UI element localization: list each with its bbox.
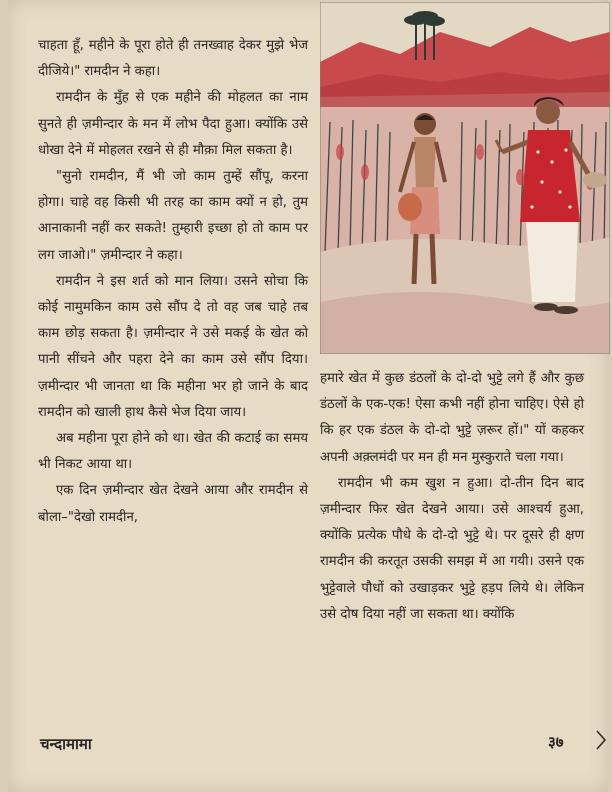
story-illustration bbox=[320, 2, 610, 354]
paragraph: हमारे खेत में कुछ डंठलों के दो-दो भुट्टे लगे हैं और कुछ डंठलों के एक-एक! ऐसा कभी नहीं होना चाहिए। ऐसे हो कि हर एक डंठल के दो-दो भुट्टे ज़रूर हों।" यों कहकर अपनी अक़्लमंदी पर मन ही मन मुस्कुराते चला गया। bbox=[320, 371, 584, 465]
illustration-drawing bbox=[320, 2, 610, 354]
paragraph: अब महीना पूरा होने को था। खेत की कटाई का समय भी निकट आया था। bbox=[38, 431, 308, 473]
right-text-column bbox=[320, 366, 584, 628]
magazine-name: चन्दामामा bbox=[40, 735, 92, 753]
paragraph: रामदीन भी कम खुश न हुआ। दो-तीन दिन बाद ज़मीन्दार फिर खेत देखने आया। उसे आश्चर्य हुआ, क्योंकि प्रत्येक पौधे के दो-दो भुट्टे थे। पर दूसरे ही क्षण रामदीन की करतूत उसकी समझ में आ गयी। उसने एक भुट्टेवाले पौधों को उखाड़कर भुट्टे हड़प लिये थे। लेकिन उसे दोष दिया नहीं जा सकता था। क्योंकि bbox=[320, 475, 584, 622]
paragraph: रामदीन के मुँह से एक महीने की मोहलत का नाम सुनते ही ज़मीन्दार के मन में लोभ पैदा हुआ। क्योंकि उसे धोखा देने में मोहलत रखने से ही मौक़ा मिल सकता है। bbox=[38, 90, 308, 158]
paragraph: रामदीन ने इस शर्त को मान लिया। उसने सोचा कि कोई नामुमकिन काम उसे सौंप दे तो वह जब चाहे तब काम छोड़ सकता है। ज़मीन्दार ने उसे मकई के खेत को पानी सींचने और पहरा देने का काम उसे सौंप दिया। ज़मीन्दार भी जानता था कि महीना भर हो जाने के बाद रामदीन को खाली हाथ कैसे भेज दिया जाय। bbox=[38, 273, 308, 420]
paragraph: एक दिन ज़मीन्दार खेत देखने आया और रामदीन से बोला–"देखो रामदीन, bbox=[38, 483, 308, 525]
paragraph: चाहता हूँ, महीने के पूरा होते ही तनख्वाह देकर मुझे भेज दीजिये।" रामदीन ने कहा। bbox=[38, 38, 308, 80]
page-number: ३७ bbox=[548, 733, 564, 751]
page-corner-arrow-icon bbox=[596, 730, 606, 750]
left-text-column bbox=[38, 33, 308, 531]
paragraph: "सुनो रामदीन, मैं भी जो काम तुम्हें सौंपू, करना होगा। चाहे वह किसी भी तरह का काम क्यों न हो, तुम आनाकानी नहीं कर सकते! तुम्हारी इच्छा हो तो काम पर लग जाओ।" ज़मीन्दार ने कहा। bbox=[38, 169, 308, 263]
